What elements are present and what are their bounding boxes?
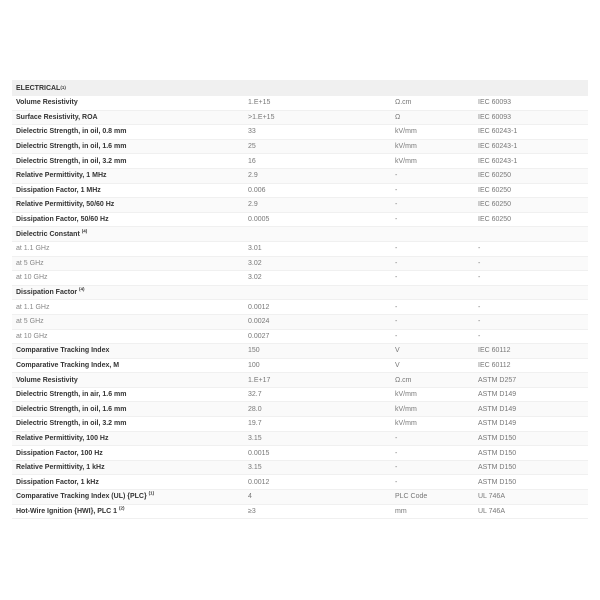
property-name [12,391,248,398]
table-row [12,330,588,345]
test-method: - [478,332,481,340]
test-method: ASTM D150 [478,478,517,486]
property-unit: kV/mm [395,420,417,428]
property-unit: V [395,347,400,355]
property-value: 1.E+15 [248,99,271,107]
test-method: ASTM D150 [478,449,517,457]
property-label: Relative Permittivity, 1 kHz [16,464,105,472]
property-label: at 10 GHz [16,332,48,340]
property-value: 0.0012 [248,478,270,486]
property-name [12,99,248,106]
property-label: Dissipation Factor [16,289,78,297]
table-row [12,461,588,476]
property-unit: kV/mm [395,157,417,165]
property-value: 4 [248,493,252,501]
property-label: Dissipation Factor, 1 MHz [16,186,101,194]
property-name [12,216,248,223]
property-unit: V [395,361,400,369]
property-name [12,333,248,340]
property-unit: Ω [395,113,401,121]
property-name [12,377,248,384]
table-row [12,315,588,330]
property-unit: kV/mm [395,143,417,151]
property-value: 33 [248,128,256,136]
property-name [12,158,248,165]
property-name [12,114,248,121]
property-label: Hot-Wire Ignition {HWI}, PLC 1 [16,507,118,515]
property-unit: kV/mm [395,391,417,399]
property-value: 1.E+17 [248,376,271,384]
property-name [12,347,248,354]
table-row [12,184,588,199]
property-value: >1.E+15 [248,113,275,121]
property-unit: - [395,332,398,340]
test-method: ASTM D149 [478,391,517,399]
property-unit: kV/mm [395,405,417,413]
property-label: Volume Resistivity [16,99,78,107]
property-label: at 5 GHz [16,318,44,326]
table-row [12,286,588,301]
table-row [12,271,588,286]
property-value: 2.9 [248,172,258,180]
property-label: Dielectric Constant [16,230,80,238]
property-value: ≥3 [248,507,256,515]
property-unit: - [395,274,398,282]
property-label: Dielectric Strength, in oil, 1.6 mm [16,405,127,413]
property-name [12,493,248,500]
test-method: ASTM D150 [478,464,517,472]
property-unit: - [395,245,398,253]
property-unit: kV/mm [395,128,417,136]
property-name [12,201,248,208]
table-row [12,198,588,213]
property-value: 150 [248,347,260,355]
property-value: 3.01 [248,245,262,253]
table-row [12,446,588,461]
property-name [12,172,248,179]
property-value: 0.006 [248,186,266,194]
property-unit: - [395,478,398,486]
table-row [12,300,588,315]
table-row [12,169,588,184]
property-value: 16 [248,157,256,165]
property-value: 0.0015 [248,449,270,457]
property-label: Dielectric Strength, in oil, 3.2 mm [16,157,127,165]
property-unit: - [395,434,398,442]
property-label: Dissipation Factor, 1 kHz [16,478,99,486]
property-name [12,450,248,457]
test-method: ASTM D257 [478,376,517,384]
test-method: IEC 60250 [478,201,512,209]
property-name [12,435,248,442]
table-row [12,125,588,140]
test-method: IEC 60243-1 [478,157,518,165]
property-label: Comparative Tracking Index, M [16,361,120,369]
table-row [12,111,588,126]
property-label: Volume Resistivity [16,376,78,384]
property-unit: - [395,259,398,267]
property-name [12,420,248,427]
property-name [12,245,248,252]
footnote-marker: (4) [79,286,85,292]
property-value: 0.0005 [248,216,270,224]
table-row [12,417,588,432]
property-label: Dielectric Strength, in oil, 0.8 mm [16,128,127,136]
test-method: IEC 60093 [478,113,512,121]
test-method: IEC 60243-1 [478,143,518,151]
table-row [12,505,588,520]
test-method: IEC 60250 [478,172,512,180]
property-unit: PLC Code [395,493,428,501]
property-value: 3.02 [248,259,262,267]
table-row [12,475,588,490]
property-name [12,464,248,471]
property-value: 25 [248,143,256,151]
table-row [12,432,588,447]
property-label: at 10 GHz [16,274,48,282]
property-value: 28.0 [248,405,262,413]
property-value: 3.15 [248,464,262,472]
table-row [12,402,588,417]
table-row [12,96,588,111]
property-value: 32.7 [248,391,262,399]
property-value: 0.0012 [248,303,270,311]
property-label: Dielectric Strength, in oil, 1.6 mm [16,143,127,151]
property-label: Dissipation Factor, 100 Hz [16,449,103,457]
footnote-marker: (1) [148,491,155,496]
table-row [12,359,588,374]
property-unit: - [395,172,398,180]
table-row [12,140,588,155]
property-name [12,128,248,135]
property-label: Comparative Tracking Index (UL) {PLC} [16,493,147,501]
footnote-marker: (4) [81,228,88,234]
table-row [12,344,588,359]
property-value: 0.0027 [248,332,270,340]
property-unit: - [395,201,398,209]
table-row [12,242,588,257]
property-name [12,362,248,369]
test-method: IEC 60093 [478,99,512,107]
test-method: UL 746A [478,507,505,515]
property-label: Relative Permittivity, 50/60 Hz [16,201,115,209]
property-label: at 1.1 GHz [16,245,50,253]
test-method: IEC 60243-1 [478,128,518,136]
table-row [12,154,588,169]
property-unit: - [395,303,398,311]
property-value: 2.9 [248,201,258,209]
table-body [12,96,588,519]
table-row [12,213,588,228]
property-name [12,479,248,486]
property-name [12,505,248,515]
test-method: ASTM D149 [478,405,517,413]
section-title: ELECTRICAL [16,84,61,92]
property-label: Comparative Tracking Index [16,347,110,355]
property-label: Relative Permittivity, 1 MHz [16,172,107,180]
property-label: at 5 GHz [16,259,44,267]
test-method: ASTM D149 [478,420,517,428]
property-unit: - [395,318,398,326]
property-name [12,143,248,150]
property-value: 0.0024 [248,318,270,326]
property-unit: - [395,464,398,472]
table-row [12,257,588,272]
test-method: ASTM D150 [478,434,517,442]
property-value: 19.7 [248,420,262,428]
property-label: Relative Permittivity, 100 Hz [16,434,109,442]
table-row [12,490,588,505]
property-value: 3.02 [248,274,262,282]
property-name [12,406,248,413]
property-unit: - [395,216,398,224]
properties-table [12,80,588,519]
property-label: Dielectric Strength, in oil, 3.2 mm [16,420,127,428]
property-name [12,260,248,267]
property-name [12,228,248,238]
test-method: - [478,259,481,267]
property-label: at 1.1 GHz [16,303,50,311]
property-name [12,286,248,297]
property-unit: mm [395,507,407,515]
property-name [12,274,248,281]
property-unit: - [395,186,398,194]
footnote-marker: (2) [119,505,125,511]
property-name [12,187,248,194]
table-row [12,227,588,242]
property-label: Dissipation Factor, 50/60 Hz [16,216,109,224]
property-label: Surface Resistivity, ROA [16,113,98,121]
test-method: UL 746A [478,493,505,501]
property-unit: Ω.cm [395,99,412,107]
property-value: 3.15 [248,434,262,442]
property-value: 100 [248,361,260,369]
property-label: Dielectric Strength, in air, 1.6 mm [16,391,127,399]
section-header-electrical: ELECTRICAL (1) [12,80,588,96]
test-method: - [478,274,481,282]
test-method: IEC 60112 [478,347,511,355]
test-method: - [478,318,481,326]
test-method: IEC 60250 [478,186,512,194]
property-name [12,318,248,325]
property-unit: - [395,449,398,457]
table-row [12,373,588,388]
test-method: IEC 60250 [478,216,512,224]
test-method: - [478,303,481,311]
table-row [12,388,588,403]
property-unit: Ω.cm [395,376,412,384]
test-method: IEC 60112 [478,361,511,369]
test-method: - [478,245,481,253]
property-name [12,304,248,311]
